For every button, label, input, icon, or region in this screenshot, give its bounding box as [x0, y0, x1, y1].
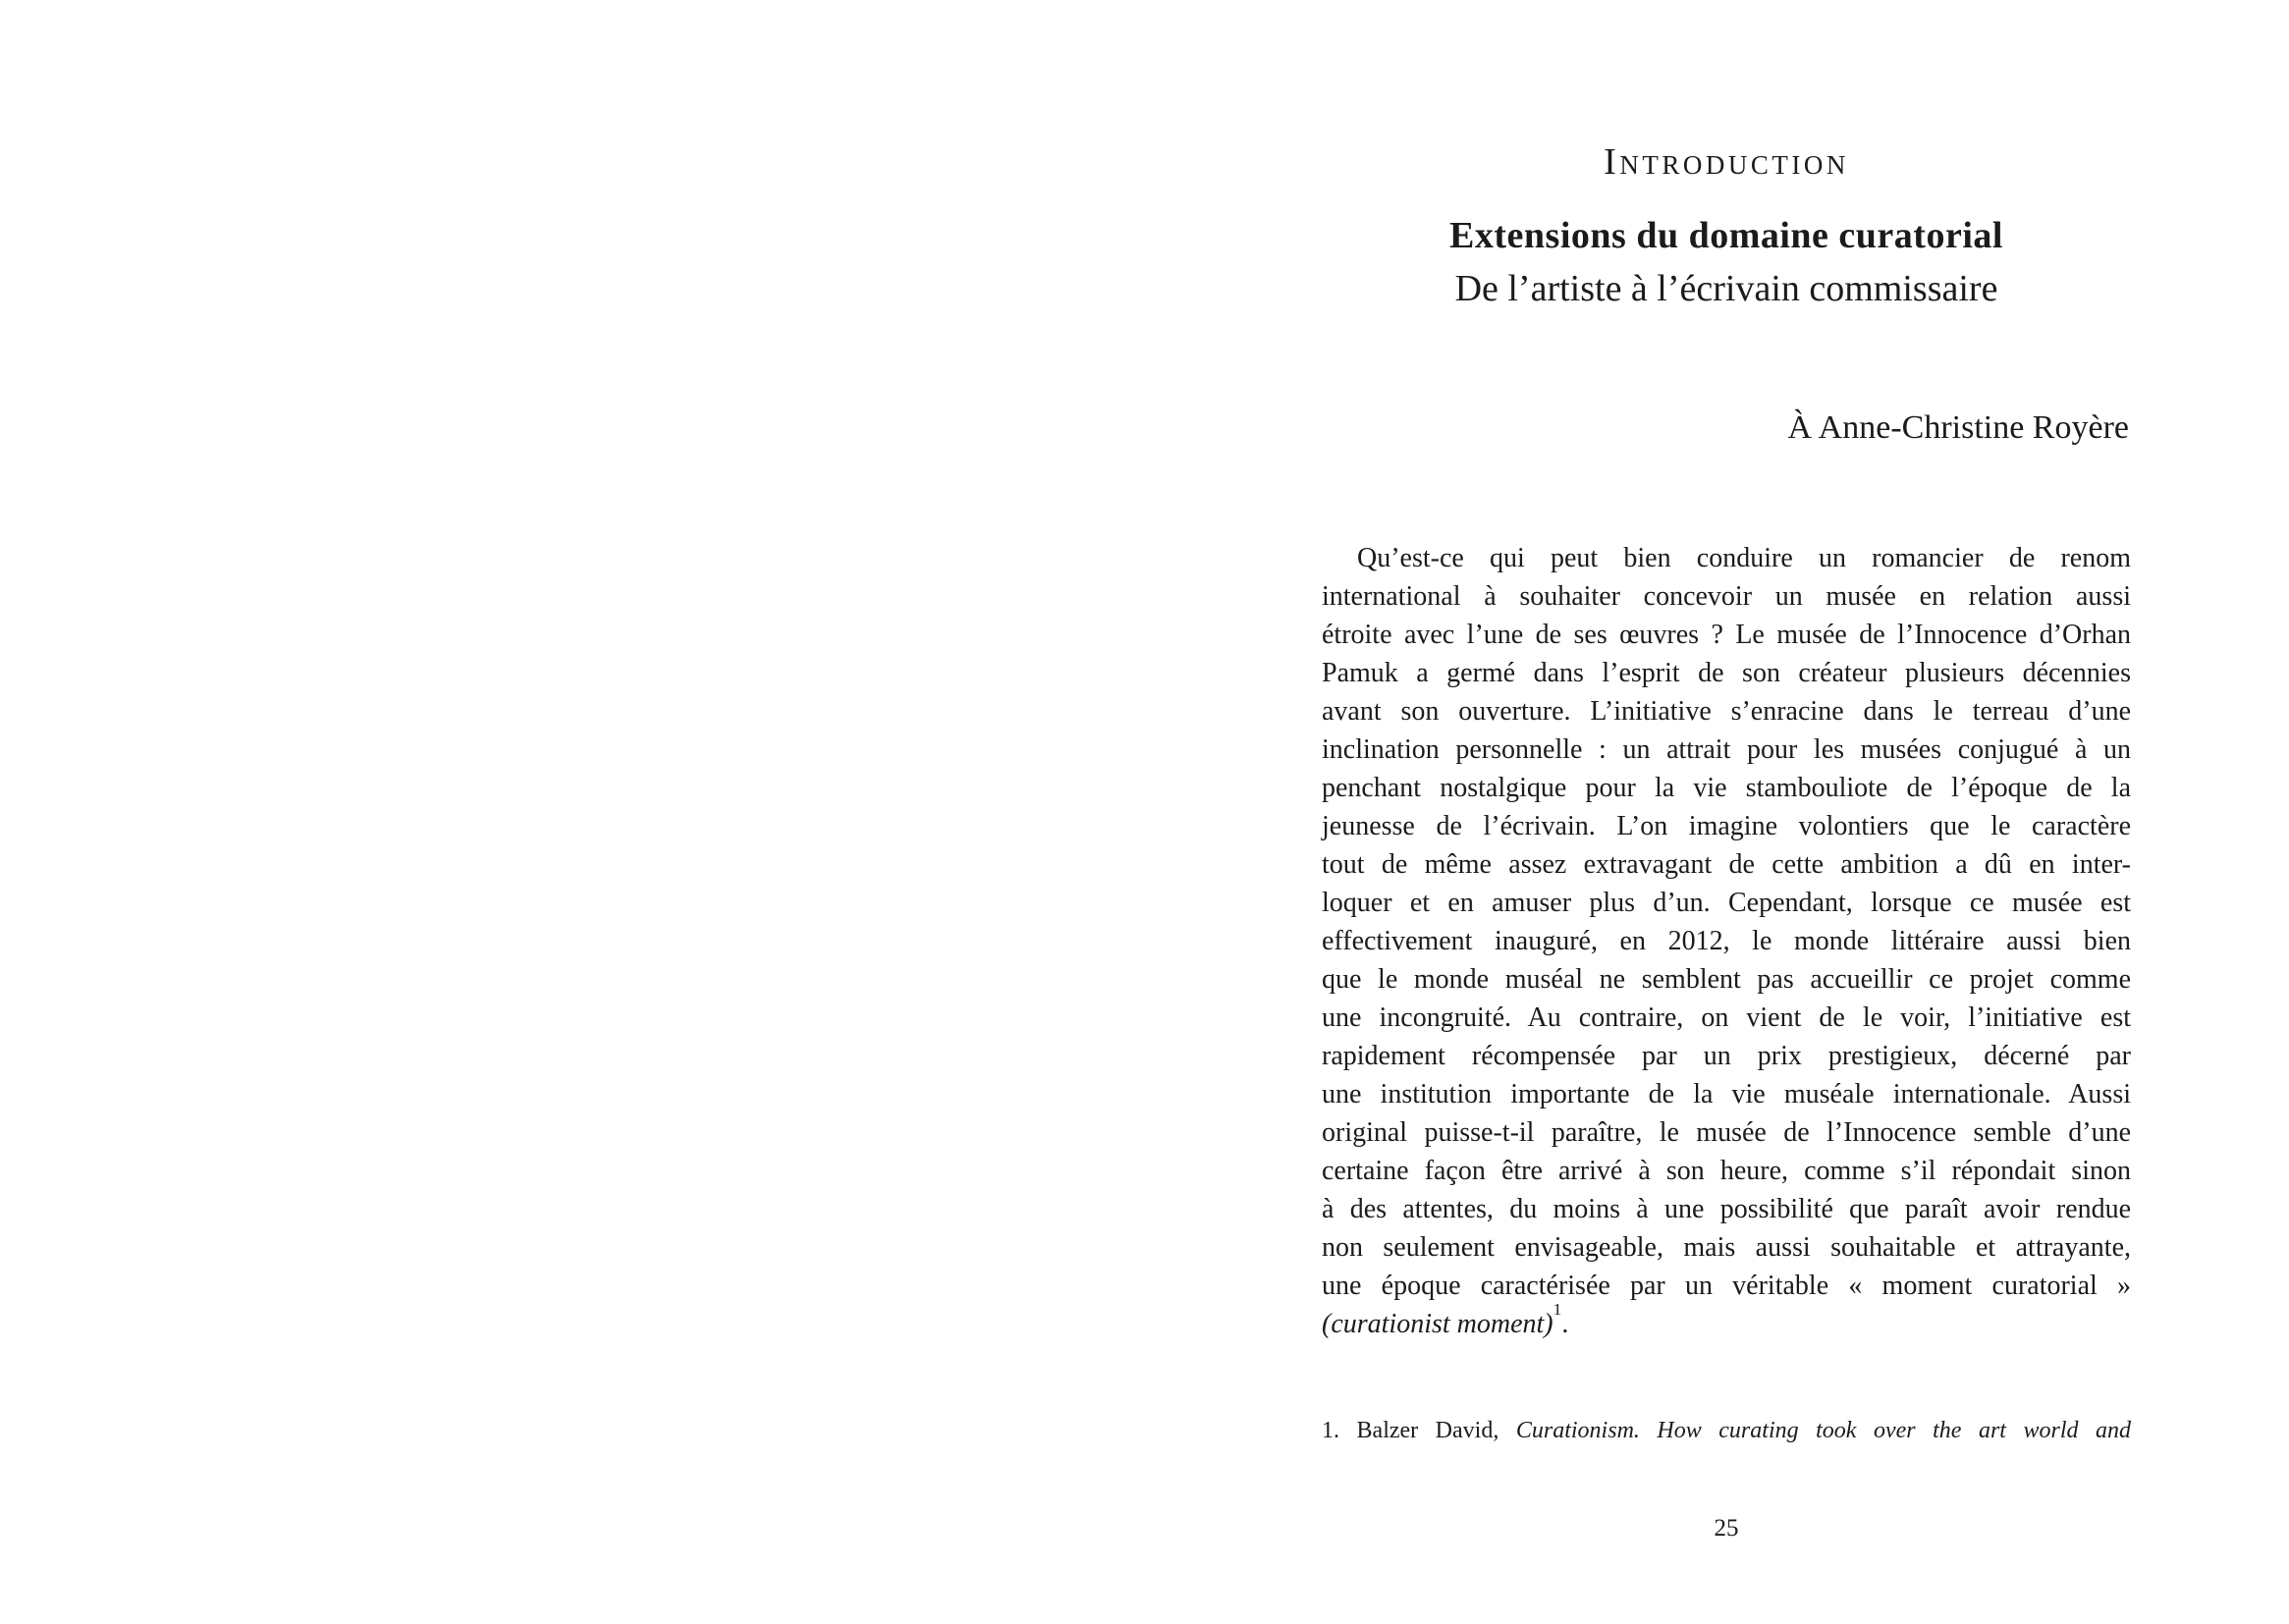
body-line: non seulement envisageable, mais aussi souhaitable et attrayante,	[1322, 1232, 2131, 1263]
body-paragraph	[1322, 539, 2131, 1343]
footnote-ref-superscript: 1	[1553, 1299, 1562, 1319]
body-line: que le monde muséal ne semblent pas accueillir ce projet comme	[1322, 964, 2131, 995]
body-line: international à souhaiter concevoir un musée en relation aussi	[1322, 581, 2131, 612]
body-line: jeunesse de l’écrivain. L’on imagine volontiers que le caractère	[1322, 811, 2131, 841]
body-line: une époque caractérisée par un véritable « moment curatorial »	[1322, 1271, 2131, 1301]
body-line: inclination personnelle : un attrait pour les musées conjugué à un	[1322, 734, 2131, 765]
body-line: une incongruité. Au contraire, on vient de le voir, l’initiative est	[1322, 1002, 2131, 1033]
body-paragraph-lines	[1322, 539, 2131, 1305]
footnote-author: Balzer David,	[1356, 1418, 1499, 1443]
body-line: une institution importante de la vie muséale internationale. Aussi	[1322, 1079, 2131, 1110]
body-line: rapidement récompensée par un prix prestigieux, décerné par	[1322, 1041, 2131, 1071]
body-line: penchant nostalgique pour la vie stambouliote de l’époque de la	[1322, 773, 2131, 803]
body-line: tout de même assez extravagant de cette ambition a dû en inter-	[1322, 849, 2131, 880]
section-heading: Introduction	[1604, 141, 1849, 183]
paragraph-last-line	[1322, 1299, 2131, 1343]
paragraph-italic-phrase: (curationist moment)	[1322, 1309, 1553, 1339]
body-line: avant son ouverture. L’initiative s’enracine dans le terreau d’une	[1322, 696, 2131, 727]
body-line: Pamuk a germé dans l’esprit de son créateur plusieurs décennies	[1322, 658, 2131, 688]
body-line: à des attentes, du moins à une possibilité que paraît avoir rendue	[1322, 1194, 2131, 1224]
body-line: effectivement inauguré, en 2012, le monde littéraire aussi bien	[1322, 926, 2131, 956]
chapter-subtitle: De l’artiste à l’écrivain commissaire	[1454, 268, 1998, 309]
footnote	[1322, 1416, 2131, 1445]
dedication: À Anne-Christine Royère	[1787, 409, 2129, 446]
chapter-title: Extensions du domaine curatorial	[1449, 215, 2003, 256]
body-line: certaine façon être arrivé à son heure, comme s’il répondait sinon	[1322, 1156, 2131, 1186]
body-line: loquer et en amuser plus d’un. Cependant, lorsque ce musée est	[1322, 888, 2131, 918]
text-column	[1322, 0, 2131, 1624]
footnote-title-italic: Curationism. How curating took over the art world and	[1515, 1418, 2132, 1443]
page-number: 25	[1714, 1515, 1739, 1542]
body-line: Qu’est-ce qui peut bien conduire un romancier de renom	[1357, 543, 2131, 573]
body-line: étroite avec l’une de ses œuvres ? Le musée de l’Innocence d’Orhan	[1322, 620, 2131, 650]
footnote-marker: 1.	[1322, 1418, 1339, 1443]
left-page-blank	[0, 0, 1144, 1624]
body-line: original puisse-t-il paraître, le musée de l’Innocence semble d’une	[1322, 1117, 2131, 1148]
paragraph-final-period: .	[1561, 1309, 1569, 1339]
right-page	[1144, 0, 2289, 1624]
